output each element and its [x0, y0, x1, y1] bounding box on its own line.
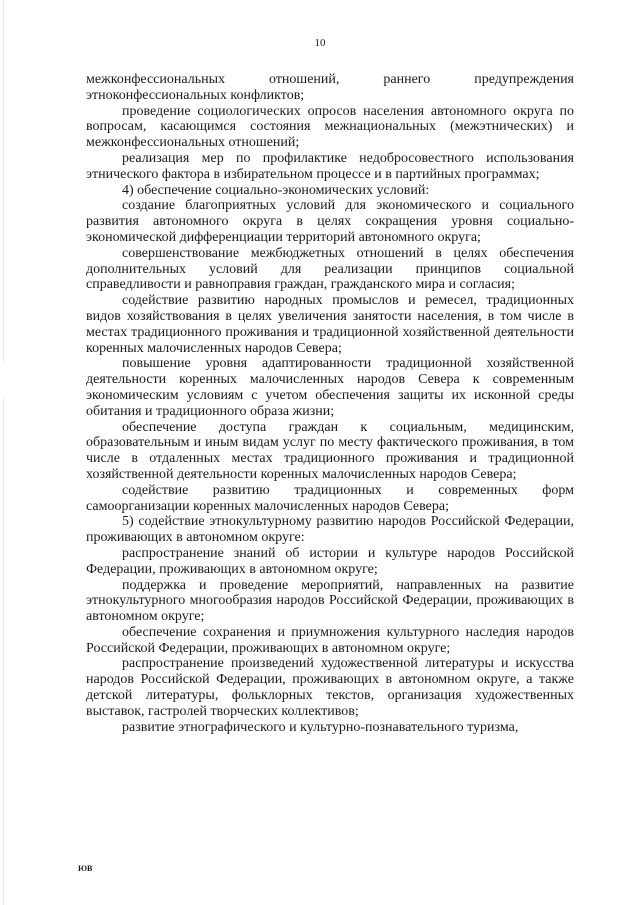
paragraph: распространение знаний об истории и культуре народов Российской Федерации, проживающих в автономном округе; — [86, 545, 574, 577]
paragraph: обеспечение доступа граждан к социальным, медицинским, образовательным и иным видам услуг по месту фактического проживания, в том числе в отдаленных местах традиционного проживания и традиционной хозяйственной деятельности коренных малочисленных народов Севера; — [86, 419, 574, 482]
paragraph: 5) содействие этнокультурному развитию народов Российской Федерации, проживающих в автономном округе: — [86, 514, 574, 546]
paragraph: совершенствование межбюджетных отношений в целях обеспечения дополнительных условий для реализации принципов социальной справедливости и равноправия граждан, гражданского мира и согласия; — [86, 245, 574, 293]
paragraph: распространение произведений художественной литературы и искусства народов Российской Федерации, проживающих в автономном округе, а также детской литературы, фольклорных текстов, организация художественных выставок, гастролей творческих коллективов; — [86, 656, 574, 719]
paragraph: межконфессиональных отношений, раннего предупреждения этноконфессиональных конфликтов; — [86, 72, 574, 103]
paragraph: повышение уровня адаптированности традиционной хозяйственной деятельности коренных малочисленных народов Севера к современным экономическим условиям с учетом обеспечения защиты их исконной среды обитания и традиционного образа жизни; — [86, 356, 574, 419]
scan-edge-line — [3, 0, 4, 905]
document-body — [86, 72, 574, 735]
footer-mark: ЮВ — [78, 864, 93, 873]
page-number: 10 — [314, 37, 326, 49]
paragraph: создание благоприятных условий для экономического и социального развития автономного округа в целях сокращения уровня социально-экономической дифференциации территорий автономного округа; — [86, 198, 574, 245]
paragraph: развитие этнографического и культурно-познавательного туризма, — [122, 719, 519, 735]
paragraph: содействие развитию традиционных и современных форм самоорганизации коренных малочисленных народов Севера; — [86, 482, 574, 514]
paragraph: обеспечение сохранения и приумножения культурного наследия народов Российской Федерации, проживающих в автономном округе; — [86, 624, 574, 656]
paragraph: проведение социологических опросов населения автономного округа по вопросам, касающимся состояния межнациональных (межэтнических) и межконфессиональных отношений; — [86, 103, 574, 151]
paragraph: реализация мер по профилактике недобросовестного использования этнического фактора в избирательном процессе и в партийных программах; — [86, 150, 574, 182]
paragraph: 4) обеспечение социально-экономических условий: — [122, 182, 430, 198]
paragraph: содействие развитию народных промыслов и ремесел, традиционных видов хозяйствования в целях увеличения занятости населения, в том числе в местах традиционного проживания и традиционной хозяйственной деятельности коренных малочисленных народов Севера; — [86, 293, 574, 356]
paragraph: поддержка и проведение мероприятий, направленных на развитие этнокультурного многообразия народов Российской Федерации, проживающих в автономном округе; — [86, 577, 574, 625]
